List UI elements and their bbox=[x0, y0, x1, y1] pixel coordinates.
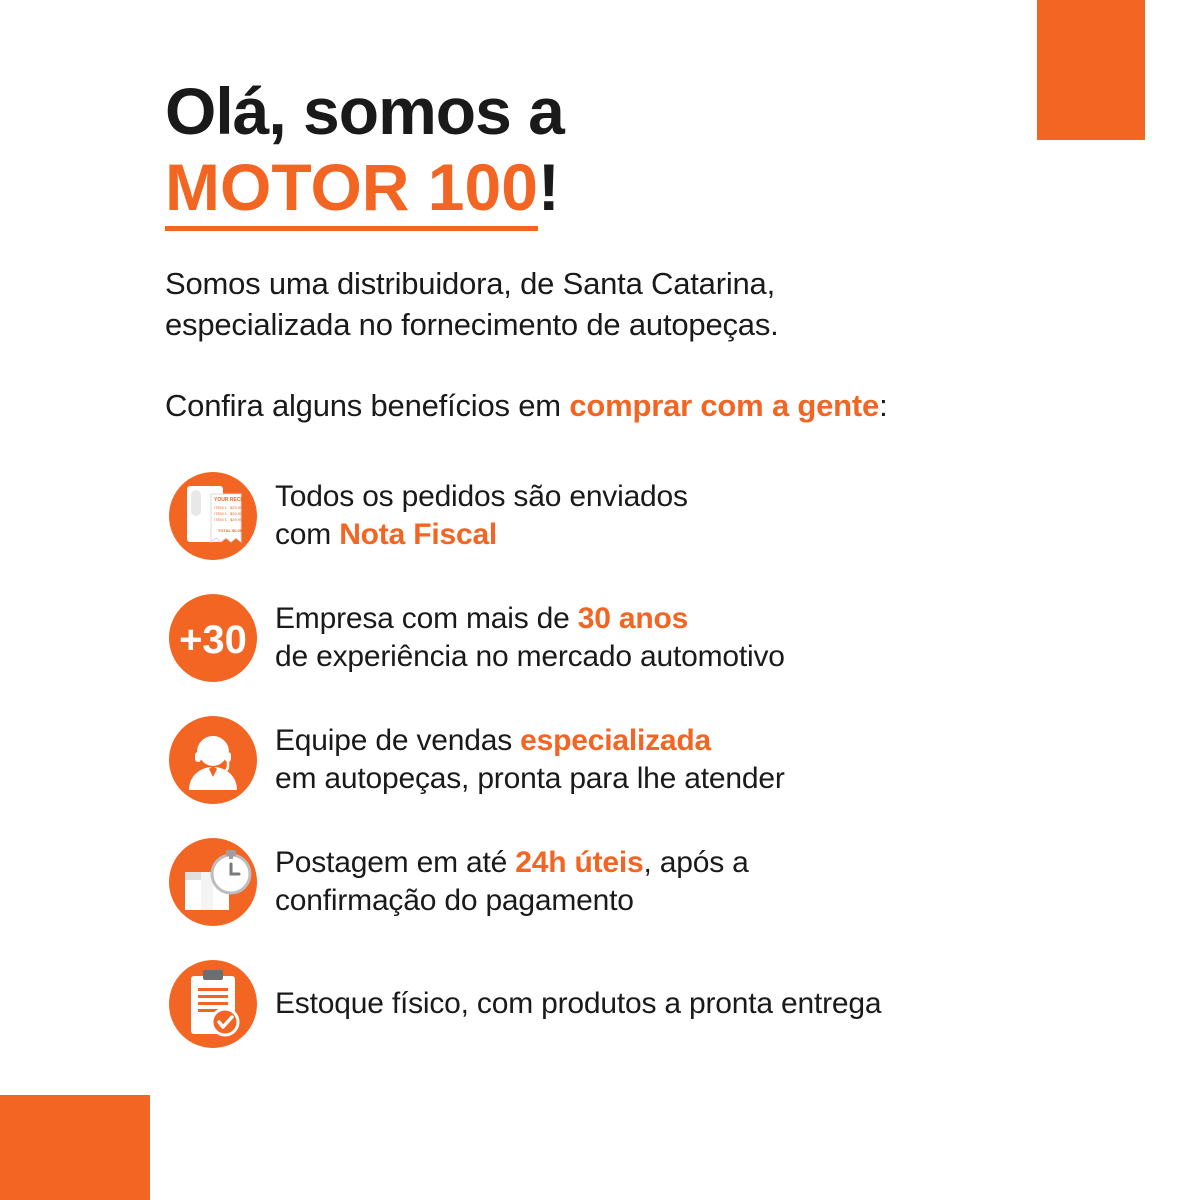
svg-text:ITEM 1: ITEM 1 bbox=[214, 517, 227, 523]
svg-text:$29.99: $29.99 bbox=[230, 505, 243, 511]
list-item bbox=[165, 830, 1075, 934]
benefit-text bbox=[275, 985, 881, 1023]
sales-agent-icon-graphic bbox=[165, 712, 261, 808]
benefits-lead-before: Confira alguns benefícios em bbox=[165, 387, 570, 423]
plus-thirty-icon bbox=[165, 590, 261, 686]
benefits-lead bbox=[165, 386, 1075, 426]
benefits-lead-accent: comprar com a gente bbox=[569, 387, 880, 423]
benefit-line-2: de experiência no mercado automotivo bbox=[275, 640, 785, 674]
content-container bbox=[165, 74, 1075, 1074]
receipt-icon bbox=[165, 468, 261, 564]
benefit-line-1-accent: 24h úteis bbox=[515, 845, 644, 879]
benefit-line-2-before: com bbox=[275, 518, 340, 552]
benefit-text bbox=[275, 600, 785, 677]
svg-text:YOUR RECEIPT: YOUR RECEIPT bbox=[214, 497, 252, 504]
clipboard-check-icon-graphic bbox=[165, 956, 261, 1052]
benefits-lead-after: : bbox=[879, 387, 888, 423]
benefit-line-1-before: Equipe de vendas bbox=[275, 723, 521, 757]
list-item bbox=[165, 464, 1075, 568]
benefit-line-1-accent: especializada bbox=[520, 723, 711, 757]
benefit-line-2-accent: Nota Fiscal bbox=[339, 518, 498, 552]
svg-text:$29.99: $29.99 bbox=[230, 517, 243, 523]
benefit-line-2: confirmação do pagamento bbox=[275, 884, 634, 918]
receipt-icon-graphic bbox=[165, 468, 261, 564]
list-item bbox=[165, 708, 1075, 812]
sales-agent-icon bbox=[165, 712, 261, 808]
benefit-text bbox=[275, 478, 688, 555]
benefits-list bbox=[165, 464, 1075, 1056]
benefit-line-1: Estoque físico, com produtos a pronta entrega bbox=[275, 986, 882, 1020]
headline-line-1: Olá, somos a bbox=[165, 74, 564, 148]
intro-line-1: Somos uma distribuidora, de Santa Catarina, bbox=[165, 265, 776, 301]
decorative-square-bottom-left bbox=[0, 1095, 150, 1200]
benefit-line-1-after: , após a bbox=[643, 845, 749, 879]
benefit-text bbox=[275, 844, 749, 921]
package-stopwatch-icon-graphic bbox=[165, 834, 261, 930]
benefit-line-1: Todos os pedidos são enviados bbox=[275, 479, 688, 513]
package-stopwatch-icon bbox=[165, 834, 261, 930]
benefit-line-1-before: Empresa com mais de bbox=[275, 601, 578, 635]
svg-text:ITEM 1: ITEM 1 bbox=[214, 505, 227, 511]
svg-text:$29.99: $29.99 bbox=[230, 511, 243, 517]
brand-name: MOTOR 100 bbox=[165, 150, 538, 231]
svg-text:ITEM 1: ITEM 1 bbox=[214, 511, 227, 517]
benefit-line-1-before: Postagem em até bbox=[275, 845, 516, 879]
benefit-line-1-accent: 30 anos bbox=[577, 601, 689, 635]
badge-text: +30 bbox=[179, 618, 247, 663]
intro-line-2: especializada no fornecimento de autopeças. bbox=[165, 306, 779, 342]
plus-thirty-icon-graphic bbox=[165, 590, 261, 686]
headline-exclamation: ! bbox=[537, 150, 560, 225]
benefit-line-2: em autopeças, pronta para lhe atender bbox=[275, 762, 785, 796]
benefit-text bbox=[275, 722, 785, 799]
svg-text:TOTAL $0.00: TOTAL $0.00 bbox=[218, 528, 243, 534]
intro-paragraph bbox=[165, 264, 1075, 346]
clipboard-check-icon bbox=[165, 956, 261, 1052]
list-item bbox=[165, 586, 1075, 690]
headline-line-2 bbox=[165, 151, 1075, 224]
list-item bbox=[165, 952, 1075, 1056]
